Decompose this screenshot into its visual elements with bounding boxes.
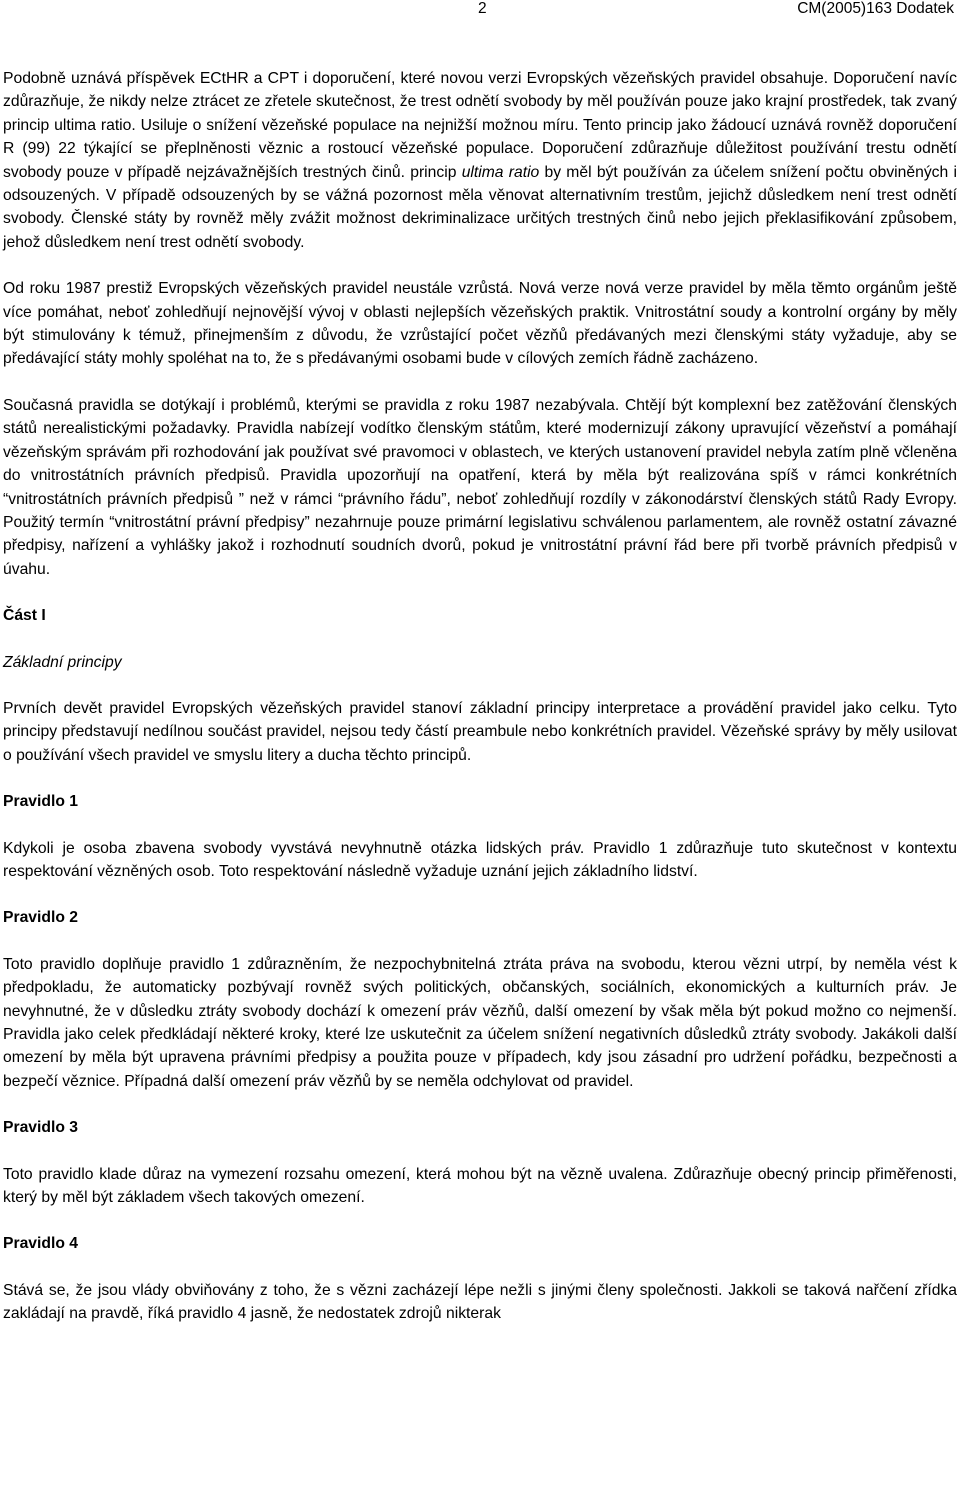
paragraph: Podobně uznává příspěvek ECtHR a CPT i doporučení, které novou verzi Evropských vězeňských pravidel obsahuje. Doporučení navíc zdůrazňuje, že nikdy nelze ztrácet ze zřetele skutečnost, že trest odnětí svobody by měl používán pouze jako krajní prostředek, tak zvaný princip ultima ratio. Usiluje o snížení vězeňské populace na nejnižší možnou míru. Tento princip jako žádoucí uznává rovněž doporučení R (99) 22 týkající se přeplněnosti věznic a rostoucí vězeňské populace. Doporučení zdůrazňuje důležitost používání trestu odnětí svobody pouze v případě nejzávažnějších trestných činů. princip ultima ratio by měl být používán za účelem snížení počtu obviněných i odsouzených. V případě odsouzených by se vážná pozornost měla věnovat alternativním trestům, jejichž důsledkem není trest odnětí svobody. Členské státy by rovněž měly zvážit možnost dekriminalizace určitých trestných činů nebo jejich překlasifikování způsobem, jehož důsledkem není trest odnětí svobody. — [3, 70, 957, 251]
rule-heading: Pravidlo 2 — [3, 909, 78, 927]
rule-heading: Pravidlo 3 — [3, 1119, 78, 1137]
paragraph: Toto pravidlo klade důraz na vymezení rozsahu omezení, která mohou být na vězně uvalena. Zdůrazňuje obecný princip přiměřenosti, který by měl být základem všech takových omezení. — [3, 1165, 957, 1207]
document-body — [3, 67, 957, 1326]
latin-term: ultima ratio — [461, 163, 540, 181]
paragraph: Kdykoli je osoba zbavena svobody vyvstává nevyhnutně otázka lidských práv. Pravidlo 1 zdůrazňuje tuto skutečnost v kontextu respektování vězněných osob. Toto respektování následně vyžaduje uznání jejich základního lidství. — [3, 839, 957, 880]
section-subheading: Základní principy — [3, 653, 122, 671]
rule-heading: Pravidlo 4 — [3, 1235, 78, 1253]
section-heading: Část I — [3, 607, 46, 625]
paragraph: Toto pravidlo doplňuje pravidlo 1 zdůrazněním, že nezpochybnitelná ztráta práva na svobodu, kterou vězni utrpí, by neměla vést k předpokladu, že automaticky pozbývají rovněž svých politických, občanských, sociálních, ekonomických a kulturních práv. Je nevyhnutné, že v důsledku ztráty svobody dochází k omezení práv vězňů, další omezení by však měla být pokud možno co nejmenší. Pravidla jako celek předkládají některé kroky, které lze uskutečnit za účelem snížení negativních důsledků ztráty svobody. Jakákoli další omezení by měla být upravena právními předpisy a použita pouze v případech, kdy jsou zásadní pro udržení pořádku, bezpečnosti a bezpečí věznice. Případná další omezení práv vězňů by se neměla odchylovat od pravidel. — [3, 955, 957, 1090]
paragraph: Od roku 1987 prestiž Evropských vězeňských pravidel neustále vzrůstá. Nová verze nová verze pravidel by měla těmto orgánům ještě více pomáhat, neboť zohledňují nejnovější vývoj v oblasti nejlepších vězeňských praktik. Vnitrostátní soudy a kontrolní orgány by měly být stimulovány k témuž, přinejmenším z důvodu, že vzrůstající počet vězňů předávaných mezi členskými státy vyžaduje, aby se předávající státy mohly spoléhat na to, že s předávanými osobami bude v cílových zemích řádně zacházeno. — [3, 280, 957, 368]
paragraph: Současná pravidla se dotýkají i problémů, kterými se pravidla z roku 1987 nezabývala. Chtějí být komplexní bez zatěžování členských států nerealistickými požadavky. Pravidla nabízejí vodítko členským státům, které modernizují zákony upravující vězeňství a pomáhají vězeňským správám při rozhodování jak používat své pravomoci v oblastech, ve kterých ustanovení pravidel nebyla zatím plně včleněna do vnitrostátních právních předpisů. Pravidla upozorňují na opatření, která by měla být realizována spíš v rámci konkrétních “vnitrostátních právních předpisů ” než v rámci “právního řádu”, neboť zohledňují rozdíly v zákonodárství členských států Rady Evropy. Použitý termín “vnitrostátní právní předpisy” nezahrnuje pouze primární legislativu schválenou parlamentem, ale rovněž ostatní závazné předpisy, nařízení a vyhlášky jakož i rozhodnutí soudních dvorů, pokud je vnitrostátní právní řád bere při tvorbě právních předpisů v úvahu. — [3, 396, 957, 578]
paragraph: Prvních devět pravidel Evropských vězeňských pravidel stanoví základní principy interpretace a provádění pravidel jako celku. Tyto principy představují nedílnou součást pravidel, nejsou tedy částí preambule nebo konkrétních pravidel. Vězeňské správy by měly usilovat o používání všech pravidel ve smyslu litery a ducha těchto principů. — [3, 699, 957, 764]
paragraph: Stává se, že jsou vlády obviňovány z toho, že s vězni zacházejí lépe nežli s jinými členy společnosti. Jakkoli se taková nařčení zřídka zakládají na pravdě, říká pravidlo 4 jasně, že nedostatek zdrojů nikterak — [3, 1281, 957, 1323]
page-header — [0, 0, 958, 30]
page-number: 2 — [478, 0, 487, 17]
document-reference: CM(2005)163 Dodatek — [797, 0, 954, 17]
rule-heading: Pravidlo 1 — [3, 793, 78, 811]
